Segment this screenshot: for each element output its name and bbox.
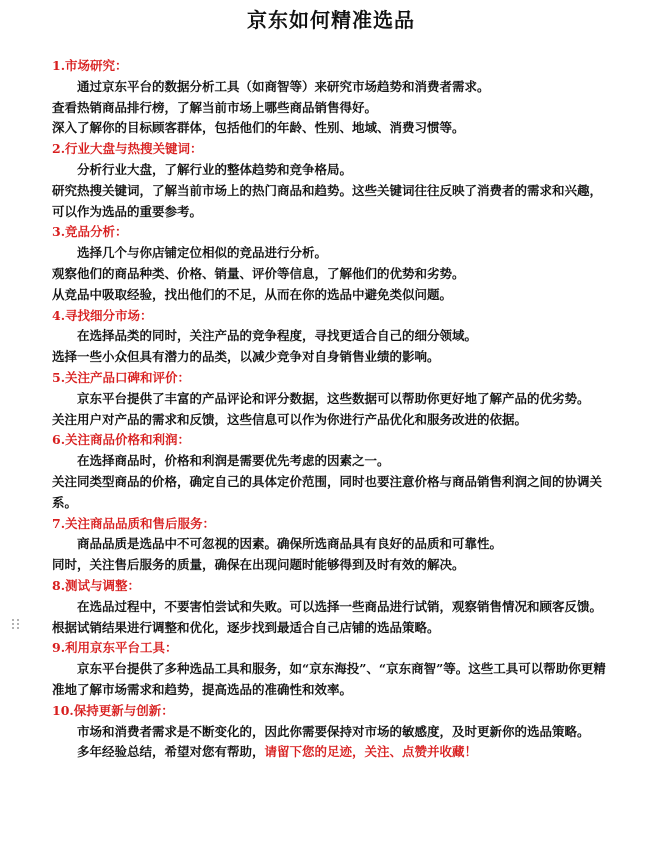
paragraph: 观察他们的商品种类、价格、销量、评价等信息，了解他们的优势和劣势。 (52, 265, 465, 281)
section-heading: 6.关注商品价格和利润： (52, 432, 191, 448)
section-heading: 5.关注产品口碑和评价： (52, 369, 191, 385)
paragraph: 在选择商品时，价格和利润是需要优先考虑的因素之一。 (77, 453, 390, 469)
paragraph: 从竞品中吸取经验，找出他们的不足，从而在你的选品中避免类似问题。 (52, 286, 453, 302)
page-title: 京东如何精准选品 (247, 8, 415, 32)
section-heading: 3.竞品分析： (52, 224, 128, 240)
section-heading: 10.保持更新与创新： (52, 702, 174, 718)
section-heading: 1.市场研究： (52, 58, 128, 73)
section-heading: 8.测试与调整： (52, 577, 141, 593)
paragraph: 分析行业大盘，了解行业的整体趋势和竞争格局。 (77, 161, 353, 177)
section-competitor-analysis (52, 222, 612, 305)
section-test-adjust (52, 576, 612, 638)
paragraph: 研究热搜关键词，了解当前市场上的热门商品和趋势。这些关键词往往反映了消费者的需求和兴趣，可以作为选品的重要参考。 (52, 182, 603, 219)
section-reviews (52, 368, 612, 430)
paragraph: 选择几个与你店铺定位相似的竞品进行分析。 (77, 245, 328, 261)
section-heading: 7.关注商品品质和售后服务： (52, 515, 216, 531)
section-heading: 4.寻找细分市场： (52, 307, 153, 323)
section-market-research (52, 56, 612, 139)
paragraph: 商品品质是选品中不可忽视的因素。确保所选商品具有良好的品质和可靠性。 (77, 536, 503, 552)
paragraph: 京东平台提供了丰富的产品评论和评分数据，这些数据可以帮助你更好地了解产品的优劣势。 (77, 390, 590, 406)
closing-highlight: 请留下您的足迹，关注、点赞并收藏！ (264, 744, 478, 760)
paragraph: 根据试销结果进行调整和优化，逐步找到最适合自己店铺的选品策略。 (52, 619, 440, 635)
paragraph: 深入了解你的目标顾客群体，包括他们的年龄、性别、地域、消费习惯等。 (52, 120, 465, 136)
section-price-profit (52, 430, 612, 513)
closing-paragraph (52, 742, 612, 763)
drag-handle-icon[interactable] (12, 619, 20, 633)
paragraph: 关注同类型商品的价格，确定自己的具体定价范围，同时也要注意价格与商品销售利润之间的协调关系。 (52, 473, 603, 510)
closing-text: 多年经验总结，希望对您有帮助， (77, 744, 265, 760)
document-body (52, 56, 612, 763)
paragraph-editing[interactable] (52, 597, 612, 618)
paragraph: 在选择品类的同时，关注产品的竞争程度，寻找更适合自己的细分领域。 (77, 328, 478, 344)
paragraph: 同时，关注售后服务的质量，确保在出现问题时能够得到及时有效的解决。 (52, 557, 465, 573)
paragraph: 查看热销商品排行榜，了解当前市场上哪些商品销售得好。 (52, 99, 378, 115)
paragraph: 关注用户对产品的需求和反馈，这些信息可以作为你进行产品优化和服务改进的依据。 (52, 411, 528, 427)
section-niche-market (52, 306, 612, 368)
paragraph-text: 在选品过程中，不要害怕尝试和失败。可以选择一些商品进行试销，观察销售情况和顾客反馈。 (77, 598, 603, 614)
section-industry-keywords (52, 139, 612, 222)
paragraph: 京东平台提供了多种选品工具和服务，如“京东海投”、“京东商智”等。这些工具可以帮助你更精准地了解市场需求和趋势，提高选品的准确性和效率。 (52, 661, 606, 697)
section-platform-tools (52, 638, 612, 700)
section-quality-service (52, 514, 612, 576)
section-update-innovate (52, 701, 612, 763)
paragraph: 通过京东平台的数据分析工具（如商智等）来研究市场趋势和消费者需求。 (77, 78, 490, 94)
paragraph: 选择一些小众但具有潜力的品类，以减少竞争对自身销售业绩的影响。 (52, 349, 440, 365)
paragraph: 市场和消费者需求是不断变化的，因此你需要保持对市场的敏感度，及时更新你的选品策略。 (77, 723, 590, 739)
section-heading: 2.行业大盘与热搜关键词： (52, 141, 203, 157)
section-heading: 9.利用京东平台工具： (52, 640, 178, 656)
